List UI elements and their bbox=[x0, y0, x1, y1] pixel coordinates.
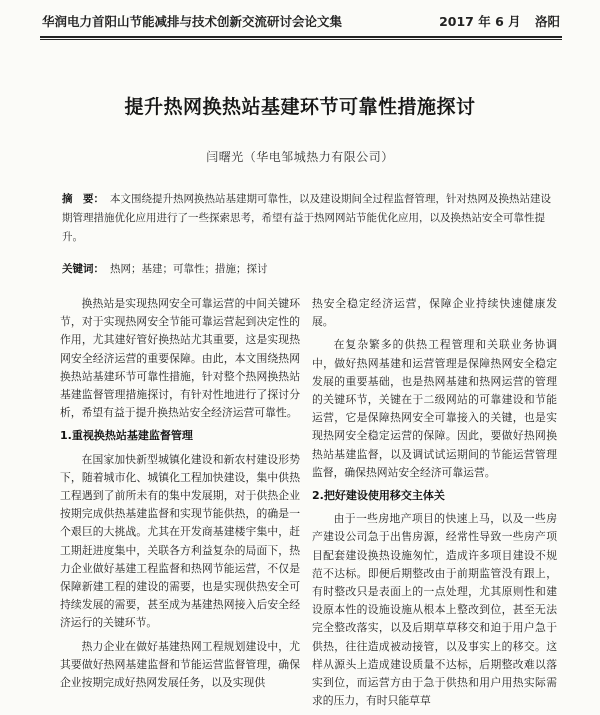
header-date: 2017 年 6 月 bbox=[439, 14, 521, 29]
author-line: 闫曙光（华电邹城热力有限公司） bbox=[206, 150, 394, 164]
section-heading-1: 1.重视换热站基建监督管理 bbox=[60, 429, 193, 443]
keywords bbox=[62, 260, 552, 279]
paragraph: 换热站是实现热网安全可靠运营的中间关键环节，对于实现热网安全节能可靠运营起到决定性的作用，尤其建好管好换热站尤其重要，这是实现热网安全经济运营的重要保障。由此，本文围绕热网换热站基建环节可靠性措施，针对整个热网换热站基建监督管理措施探讨，有针对性地进行了探讨分析，希望有益于提升换热站安全经济运营可靠性。 bbox=[60, 297, 300, 420]
section-heading-2: 2.把好建设使用移交主体关 bbox=[312, 489, 445, 503]
paragraph-continued: 热安全稳定经济运营，保障企业持续快速健康发展。 bbox=[312, 297, 557, 329]
header-date-place bbox=[429, 12, 560, 30]
paragraph: 由于一些房地产项目的快速上马，以及一些房产建设公司急于出售房源，经常性导致一些房产项目配套建设换热设施匆忙，造成许多项目建设不规范不达标。即便后期整改由于前期监管没有跟上，有时整改只是表面上的一点处理，尤其原则性和建设原本性的设施设施从根本上整改到位，甚至无法完全整改落实，以及后期草草移交和迫于用户急于供热，往往造成被动接管，以及事实上的移交。这样从源头上造成建设质量不达标，后期整改难以落实到位，而运营方由于急于供热和用户用热实际需求的压力，有时只能草草 bbox=[312, 512, 557, 708]
paper-title: 提升热网换热站基建环节可靠性措施探讨 bbox=[124, 96, 476, 118]
paragraph: 在复杂繁多的供热工程管理和关联业务协调中，做好热网基建和运营管理是保障热网安全稳定发展的重要基础，也是热网基建和热网运营的管理的关键环节，关键在于二级网站的可靠建设和节能运营，它是保障热网安全可靠接入的关键，也是实现热网安全稳定运营的保障。因此，要做好热网换热站基建监督，以及调试试运期间的节能运营管理监督，确保热网站安全经济可靠运营。 bbox=[312, 338, 557, 479]
header-rule-thin bbox=[40, 39, 562, 40]
running-header bbox=[42, 10, 560, 32]
keywords-label: 关键词： bbox=[62, 263, 104, 275]
paragraph: 热力企业在做好基建热网工程规划建设中，尤其要做好热网基建监督和节能运营监督管理，确保企业按期完成好热网发展任务，以及实现供 bbox=[60, 639, 300, 690]
paragraph: 在国家加快新型城镇化建设和新农村建设形势下，随着城市化、城镇化工程加快建设，集中供热工程遇到了前所未有的集中发展期，对于供热企业按期完成供热基建监督和实现节能供热，的确是一个艰巨的大挑战。尤其在开发商基建楼宇集中，赶工期赶进度集中，关联各方利益复杂的局面下，热力企业做好基建工程监督和热网节能运营，不仅是保障新建工程的建设的需要，也是实现供热安全可持续发展的需要，甚至成为基建热网接入后安全经济运行的关键环节。 bbox=[60, 452, 300, 630]
journal-name: 华润电力首阳山节能减排与技术创新交流研讨会论文集 bbox=[42, 14, 343, 29]
abstract-label: 摘 要： bbox=[62, 193, 104, 205]
body-column-left bbox=[60, 295, 300, 697]
abstract-text: 本文围绕提升热网换热站基建期可靠性，以及建设期间全过程监督管理，针对热网及换热站建设期管理措施优化应用进行了一些探索思考，希望有益于热网网站节能优化应用，以及换热站安全可靠性提升。 bbox=[62, 193, 551, 243]
header-place: 洛阳 bbox=[534, 14, 560, 29]
body-column-right bbox=[312, 295, 557, 715]
header-rule-thick bbox=[40, 36, 562, 38]
abstract bbox=[62, 190, 552, 247]
keywords-text: 热网；基建；可靠性；措施；探讨 bbox=[110, 263, 268, 275]
